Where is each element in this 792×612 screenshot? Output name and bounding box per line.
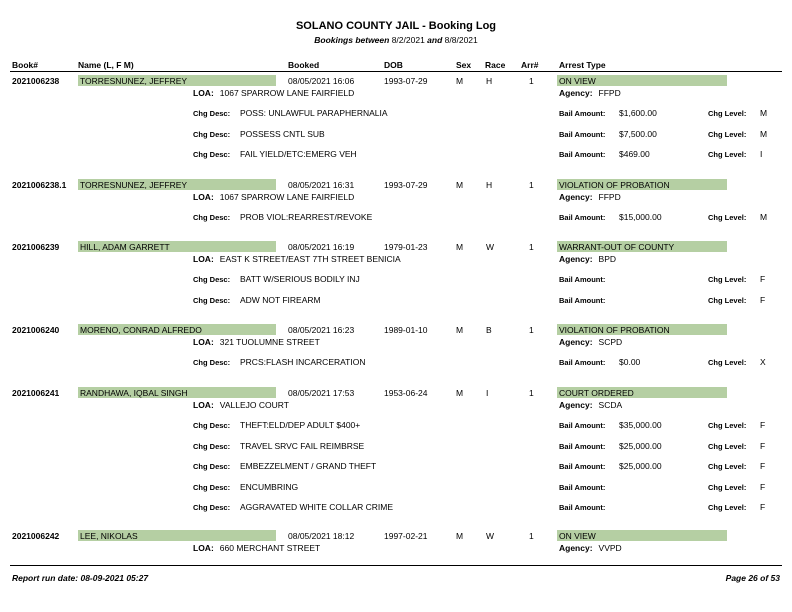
agency-line	[559, 543, 622, 553]
bail-amount-label: Bail Amount:	[559, 295, 606, 305]
agency-value: VVPD	[598, 543, 622, 553]
subtitle-and: and	[427, 35, 443, 45]
arrest-number: 1	[529, 76, 534, 86]
charge-desc-label: Chg Desc:	[193, 295, 231, 305]
column-header-race: Race	[485, 60, 506, 70]
charge-level-label: Chg Level:	[708, 213, 747, 222]
column-header-sex: Sex	[456, 60, 472, 70]
charge-level-label: Chg Level:	[708, 275, 747, 284]
charge-description: POSSESS CNTL SUB	[240, 128, 325, 139]
charge-level: M	[760, 108, 768, 118]
agency-label: Agency:	[559, 88, 593, 98]
booked-datetime: 08/05/2021 16:23	[288, 325, 355, 335]
inmate-name: LEE, NIKOLAS	[80, 531, 138, 541]
loa-value: 1067 SPARROW LANE FAIRFIELD	[219, 192, 355, 202]
charge-level-label: Chg Level:	[708, 503, 747, 512]
charge-level-label: Chg Level:	[708, 462, 747, 471]
charge-description: ADW NOT FIREARM	[240, 294, 321, 305]
sex: M	[456, 180, 464, 190]
agency-value: FFPD	[598, 88, 621, 98]
agency-value: SCPD	[598, 337, 623, 347]
dob: 1979-01-23	[384, 242, 428, 252]
charge-level-label: Chg Level:	[708, 295, 747, 305]
page-number: Page 26 of 53	[725, 573, 780, 583]
bail-amount-label: Bail Amount:	[559, 129, 606, 139]
charge-level: F	[760, 294, 766, 305]
charge-level: M	[760, 128, 768, 139]
bail-amount: $25,000.00	[619, 461, 662, 471]
bail-amount-label: Bail Amount:	[559, 358, 606, 367]
agency-value: BPD	[598, 254, 617, 264]
book-number: 2021006238.1	[12, 180, 67, 190]
booked-datetime: 08/05/2021 16:19	[288, 242, 355, 252]
dob: 1953-06-24	[384, 388, 428, 398]
agency-line	[559, 337, 622, 347]
arrest-type: ON VIEW	[559, 531, 596, 541]
header-rule	[10, 71, 782, 72]
charge-level-label: Chg Level:	[708, 482, 747, 492]
agency-label: Agency:	[559, 192, 593, 202]
book-number: 2021006239	[12, 242, 60, 252]
sex: M	[456, 325, 464, 335]
charge-description: PRCS:FLASH INCARCERATION	[240, 357, 366, 367]
bail-amount-label: Bail Amount:	[559, 462, 606, 471]
column-header-booked: Booked	[288, 60, 320, 70]
race: W	[486, 531, 495, 541]
charge-description: FAIL YIELD/ETC:EMERG VEH	[240, 149, 357, 159]
book-number: 2021006238	[12, 76, 60, 86]
charge-level: F	[760, 420, 766, 430]
charge-desc-label: Chg Desc:	[193, 275, 231, 284]
arrest-number: 1	[529, 242, 534, 252]
race: W	[486, 242, 495, 252]
inmate-name: MORENO, CONRAD ALFREDO	[80, 325, 202, 335]
race: B	[486, 325, 492, 335]
loa-label: LOA:	[193, 88, 214, 98]
charge-desc-label: Chg Desc:	[193, 503, 231, 512]
agency-label: Agency:	[559, 543, 593, 553]
inmate-name: RANDHAWA, IQBAL SINGH	[80, 388, 188, 398]
booked-datetime: 08/05/2021 16:06	[288, 76, 355, 86]
charge-level: I	[760, 149, 763, 159]
loa-label: LOA:	[193, 543, 214, 553]
charge-desc-label: Chg Desc:	[193, 109, 231, 118]
sex: M	[456, 388, 464, 398]
loa-label: LOA:	[193, 192, 214, 202]
charge-desc-label: Chg Desc:	[193, 462, 231, 471]
sex: M	[456, 531, 464, 541]
bail-amount: $0.00	[619, 357, 641, 367]
loa-label: LOA:	[193, 400, 214, 410]
loa-value: VALLEJO COURT	[219, 400, 289, 410]
charge-desc-label: Chg Desc:	[193, 421, 231, 430]
sex: M	[456, 242, 464, 252]
agency-label: Agency:	[559, 400, 593, 410]
bail-amount: $7,500.00	[619, 128, 657, 139]
arrest-type: COURT ORDERED	[559, 388, 634, 398]
charge-level: F	[760, 440, 766, 451]
column-header-arr: Arr#	[521, 60, 539, 70]
dob: 1993-07-29	[384, 180, 428, 190]
charge-level-label: Chg Level:	[708, 150, 747, 159]
race: H	[486, 180, 493, 190]
bail-amount: $35,000.00	[619, 420, 662, 430]
charge-description: PROB VIOL:REARREST/REVOKE	[240, 212, 373, 222]
charge-description: AGGRAVATED WHITE COLLAR CRIME	[240, 502, 394, 512]
charge-level-label: Chg Level:	[708, 358, 747, 367]
arrest-number: 1	[529, 388, 534, 398]
loa-value: 321 TUOLUMNE STREET	[219, 337, 320, 347]
bail-amount-label: Bail Amount:	[559, 213, 606, 222]
bail-amount: $1,600.00	[619, 108, 657, 118]
bail-amount-label: Bail Amount:	[559, 482, 606, 492]
bail-amount-label: Bail Amount:	[559, 150, 606, 159]
end-date: 8/8/2021	[444, 35, 478, 45]
agency-line	[559, 400, 622, 410]
column-header-arrest-type: Arrest Type	[559, 60, 606, 70]
charge-description: BATT W/SERIOUS BODILY INJ	[240, 274, 360, 284]
arrest-type: ON VIEW	[559, 76, 596, 86]
race: I	[486, 388, 489, 398]
loa-line	[193, 543, 320, 553]
loa-value: EAST K STREET/EAST 7TH STREET BENICIA	[219, 254, 401, 264]
charge-level-label: Chg Level:	[708, 129, 747, 139]
bail-amount-label: Bail Amount:	[559, 109, 606, 118]
charge-level: F	[760, 274, 766, 284]
booked-datetime: 08/05/2021 16:31	[288, 180, 355, 190]
agency-line	[559, 88, 621, 98]
arrest-type: VIOLATION OF PROBATION	[559, 325, 670, 335]
bail-amount-label: Bail Amount:	[559, 275, 606, 284]
race: H	[486, 76, 493, 86]
loa-label: LOA:	[193, 254, 214, 264]
booked-datetime: 08/05/2021 17:53	[288, 388, 355, 398]
agency-line	[559, 192, 621, 202]
bail-amount-label: Bail Amount:	[559, 503, 606, 512]
loa-line	[193, 337, 320, 347]
charge-description: ENCUMBRING	[240, 481, 299, 492]
agency-label: Agency:	[559, 337, 593, 347]
booked-datetime: 08/05/2021 18:12	[288, 531, 355, 541]
dob: 1997-02-21	[384, 531, 428, 541]
charge-level-label: Chg Level:	[708, 421, 747, 430]
book-number: 2021006242	[12, 531, 60, 541]
loa-value: 1067 SPARROW LANE FAIRFIELD	[219, 88, 355, 98]
loa-line	[193, 400, 289, 410]
charge-level: F	[760, 481, 766, 492]
inmate-name: TORRESNUNEZ, JEFFREY	[80, 180, 188, 190]
dob: 1993-07-29	[384, 76, 428, 86]
charge-description: TRAVEL SRVC FAIL REIMBRSE	[240, 440, 365, 451]
arrest-type: VIOLATION OF PROBATION	[559, 180, 670, 190]
charge-level-label: Chg Level:	[708, 109, 747, 118]
book-number: 2021006241	[12, 388, 60, 398]
inmate-name: HILL, ADAM GARRETT	[80, 242, 170, 252]
charge-description: EMBEZZELMENT / GRAND THEFT	[240, 461, 377, 471]
bail-amount: $15,000.00	[619, 212, 662, 222]
charge-desc-label: Chg Desc:	[193, 213, 231, 222]
charge-desc-label: Chg Desc:	[193, 129, 231, 139]
dob: 1989-01-10	[384, 325, 428, 335]
column-header-book: Book#	[12, 60, 38, 70]
book-number: 2021006240	[12, 325, 60, 335]
subtitle-prefix: Bookings between	[314, 35, 390, 45]
column-header-dob: DOB	[384, 60, 403, 70]
charge-desc-label: Chg Desc:	[193, 150, 231, 159]
charge-desc-label: Chg Desc:	[193, 441, 231, 451]
charge-level: M	[760, 212, 768, 222]
start-date: 8/2/2021	[391, 35, 425, 45]
footer-rule	[10, 565, 782, 566]
agency-line	[559, 254, 616, 264]
arrest-number: 1	[529, 531, 534, 541]
charge-description: THEFT:ELD/DEP ADULT $400+	[240, 420, 361, 430]
loa-line	[193, 192, 354, 202]
arrest-number: 1	[529, 180, 534, 190]
agency-value: FFPD	[598, 192, 621, 202]
charge-level: F	[760, 502, 766, 512]
inmate-name: TORRESNUNEZ, JEFFREY	[80, 76, 188, 86]
bail-amount-label: Bail Amount:	[559, 421, 606, 430]
report-subtitle	[0, 35, 792, 45]
arrest-type: WARRANT-OUT OF COUNTY	[559, 242, 675, 252]
charge-description: POSS: UNLAWFUL PARAPHERNALIA	[240, 108, 388, 118]
charge-level: F	[760, 461, 766, 471]
loa-value: 660 MERCHANT STREET	[219, 543, 321, 553]
bail-amount: $25,000.00	[619, 440, 662, 451]
bail-amount: $469.00	[619, 149, 650, 159]
charge-level: X	[760, 357, 766, 367]
sex: M	[456, 76, 464, 86]
arrest-number: 1	[529, 325, 534, 335]
charge-desc-label: Chg Desc:	[193, 482, 231, 492]
loa-line	[193, 254, 401, 264]
loa-line	[193, 88, 354, 98]
report-run-date: Report run date: 08-09-2021 05:27	[12, 573, 149, 583]
agency-value: SCDA	[598, 400, 623, 410]
loa-label: LOA:	[193, 337, 214, 347]
report-title: SOLANO COUNTY JAIL - Booking Log	[295, 20, 497, 32]
column-header-name: Name (L, F M)	[78, 60, 134, 70]
charge-desc-label: Chg Desc:	[193, 358, 231, 367]
agency-label: Agency:	[559, 254, 593, 264]
charge-level-label: Chg Level:	[708, 441, 747, 451]
bail-amount-label: Bail Amount:	[559, 441, 606, 451]
